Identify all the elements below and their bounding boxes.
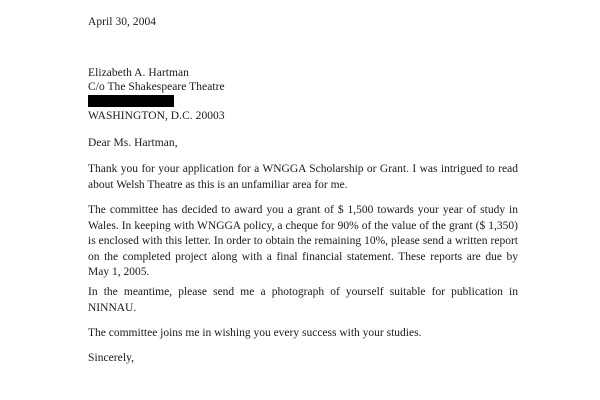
closing: Sincerely,	[88, 352, 135, 364]
body-paragraph-3: In the meantime, please send me a photograph of yourself suitable for publication in NINNAU.	[88, 286, 518, 314]
body-paragraph-1: Thank you for your application for a WNGGA Scholarship or Grant. I was intrigued to read about Welsh Theatre as this is an unfamiliar area for me.	[88, 163, 518, 191]
recipient-name: Elizabeth A. Hartman	[88, 67, 189, 79]
recipient-care-of: C/o The Shakespeare Theatre	[88, 81, 225, 93]
recipient-city: WASHINGTON, D.C. 20003	[88, 110, 225, 122]
body-paragraph-2: The committee has decided to award you a grant of $ 1,500 towards your year of study in Wales. In keeping with WNGGA policy, a cheque for 90% of the value of the grant ($ 1,350) is enclosed with this letter. In order to obtain the remaining 10%, please send a written report on the completed project along with a final financial statement. These reports are due by May 1, 2005.	[88, 204, 518, 278]
redacted-address-block	[88, 95, 174, 107]
letter-date: April 30, 2004	[88, 16, 157, 28]
salutation: Dear Ms. Hartman,	[88, 137, 178, 149]
body-paragraph-4: The committee joins me in wishing you every success with your studies.	[88, 327, 422, 339]
